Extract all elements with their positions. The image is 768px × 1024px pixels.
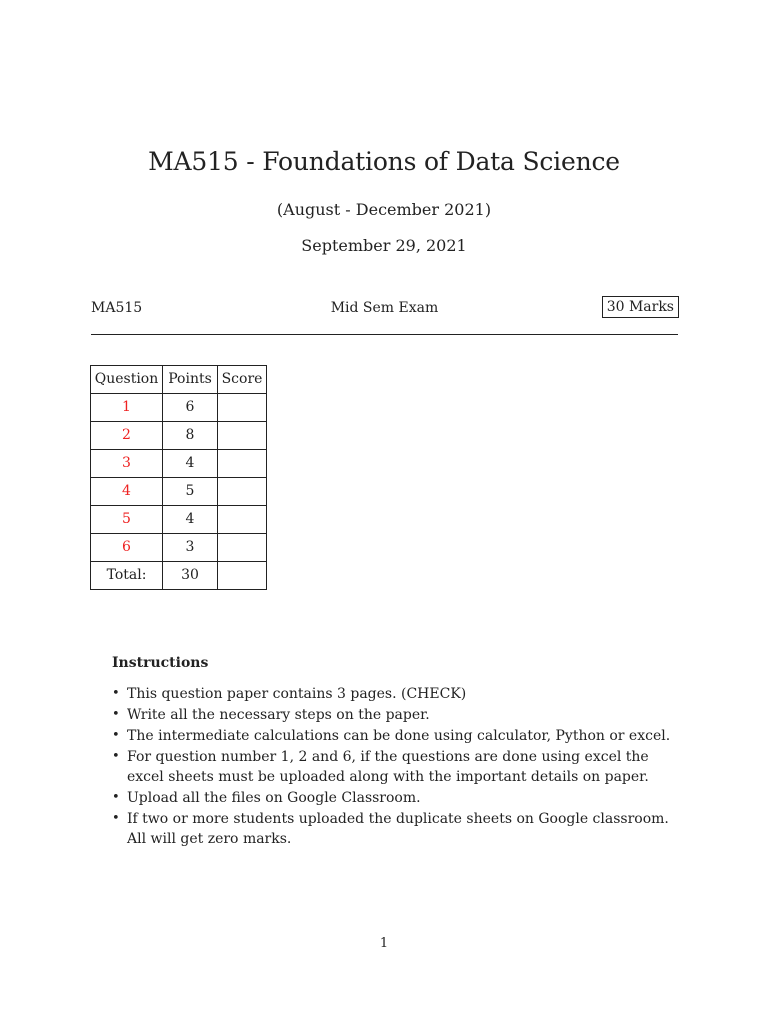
- table-row: [91, 394, 267, 422]
- points-cell: 5: [163, 478, 218, 506]
- bullet-icon: •: [112, 707, 120, 722]
- instruction-text: For question number 1, 2 and 6, if the questions are done using excel the excel sheets must be uploaded along with the important details on paper.: [127, 749, 649, 785]
- question-number-link[interactable]: 3: [91, 450, 163, 478]
- instruction-text: This question paper contains 3 pages. (CHECK): [127, 686, 467, 702]
- exam-header-row: [91, 297, 681, 321]
- question-number-link[interactable]: 5: [91, 506, 163, 534]
- score-table: [90, 365, 267, 590]
- exam-date: September 29, 2021: [301, 236, 467, 255]
- score-cell: [218, 534, 267, 562]
- score-cell: [218, 394, 267, 422]
- score-cell: [218, 422, 267, 450]
- question-number-link[interactable]: 6: [91, 534, 163, 562]
- total-marks-box: 30 Marks: [602, 296, 679, 318]
- total-label: Total:: [91, 562, 163, 590]
- table-row: [91, 478, 267, 506]
- points-cell: 3: [163, 534, 218, 562]
- table-row: [91, 506, 267, 534]
- term-subtitle: (August - December 2021): [276, 200, 492, 219]
- column-header-score: Score: [218, 366, 267, 394]
- question-number-link[interactable]: 2: [91, 422, 163, 450]
- question-number-link[interactable]: 4: [91, 478, 163, 506]
- column-header-points: Points: [163, 366, 218, 394]
- score-cell: [218, 506, 267, 534]
- score-cell: [218, 450, 267, 478]
- table-header-row: [91, 366, 267, 394]
- instructions-list: [112, 684, 682, 850]
- total-score: [218, 562, 267, 590]
- table-row: [91, 450, 267, 478]
- instructions-heading: Instructions: [112, 655, 209, 671]
- list-item: [112, 726, 682, 746]
- list-item: [112, 684, 682, 704]
- points-cell: 6: [163, 394, 218, 422]
- exam-type: Mid Sem Exam: [330, 300, 439, 316]
- total-points: 30: [163, 562, 218, 590]
- points-cell: 4: [163, 450, 218, 478]
- bullet-icon: •: [112, 749, 120, 764]
- table-row: [91, 422, 267, 450]
- bullet-icon: •: [112, 686, 120, 701]
- bullet-icon: •: [112, 811, 120, 826]
- list-item: [112, 705, 682, 725]
- page-number: 1: [379, 936, 389, 951]
- course-code: MA515: [91, 300, 143, 316]
- instruction-text: Write all the necessary steps on the paper.: [127, 707, 430, 723]
- list-item: [112, 809, 682, 849]
- table-total-row: [91, 562, 267, 590]
- points-cell: 4: [163, 506, 218, 534]
- table-row: [91, 534, 267, 562]
- instruction-text: The intermediate calculations can be done using calculator, Python or excel.: [127, 728, 671, 744]
- instruction-text: Upload all the files on Google Classroom.: [127, 790, 421, 806]
- instruction-text: If two or more students uploaded the duplicate sheets on Google classroom. All will get zero marks.: [127, 811, 669, 847]
- header-divider: [91, 334, 678, 335]
- column-header-question: Question: [91, 366, 163, 394]
- bullet-icon: •: [112, 728, 120, 743]
- points-cell: 8: [163, 422, 218, 450]
- bullet-icon: •: [112, 790, 120, 805]
- question-number-link[interactable]: 1: [91, 394, 163, 422]
- list-item: [112, 747, 682, 787]
- list-item: [112, 788, 682, 808]
- score-cell: [218, 478, 267, 506]
- page-title: MA515 - Foundations of Data Science: [148, 147, 620, 176]
